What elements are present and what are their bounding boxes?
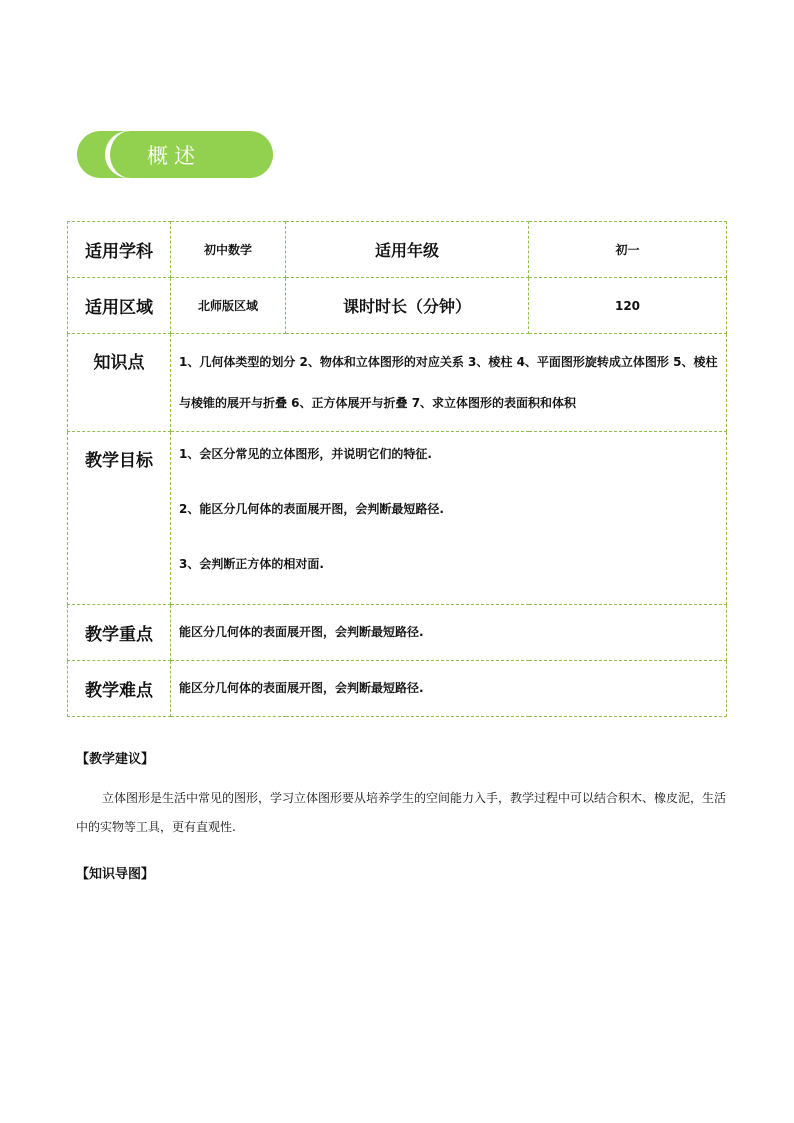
section-header (77, 131, 270, 178)
region-value: 北师版区域 (171, 278, 286, 334)
goal-item: 3、会判断正方体的相对面. (179, 557, 324, 571)
goals-cell (171, 432, 727, 605)
table-row (68, 222, 727, 278)
goal-item: 1、会区分常见的立体图形，并说明它们的特征. (179, 447, 432, 461)
knowledge-label: 知识点 (68, 334, 171, 432)
table-row (68, 334, 727, 432)
goal-item: 2、能区分几何体的表面展开图，会判断最短路径. (179, 502, 444, 516)
course-info-table (67, 221, 727, 717)
grade-label: 适用年级 (286, 222, 529, 278)
knowledge-value: 1、几何体类型的划分 2、物体和立体图形的对应关系 3、棱柱 4、平面图形旋转成立体图形 5、棱柱与棱锥的展开与折叠 6、正方体展开与折叠 7、求立体图形的表面积和体积 (171, 334, 727, 432)
difficulty-label: 教学难点 (68, 661, 171, 717)
table-row (68, 278, 727, 334)
grade-value: 初一 (529, 222, 727, 278)
section-title: 概述 (147, 144, 201, 168)
mindmap-heading: 【知识导图】 (76, 867, 155, 882)
duration-label: 课时时长（分钟） (286, 278, 529, 334)
suggestion-text: 立体图形是生活中常见的图形，学习立体图形要从培养学生的空间能力入手，教学过程中可以结合积木、橡皮泥，生活中的实物等工具，更有直观性. (76, 791, 727, 834)
region-label: 适用区域 (68, 278, 171, 334)
goals-label: 教学目标 (68, 432, 171, 605)
focus-value: 能区分几何体的表面展开图，会判断最短路径. (171, 605, 727, 661)
subject-label: 适用学科 (68, 222, 171, 278)
table-row (68, 605, 727, 661)
table-row (68, 661, 727, 717)
subject-value: 初中数学 (171, 222, 286, 278)
table-row (68, 432, 727, 605)
suggestion-heading: 【教学建议】 (76, 752, 155, 767)
duration-value: 120 (529, 278, 727, 334)
difficulty-value: 能区分几何体的表面展开图，会判断最短路径. (171, 661, 727, 717)
focus-label: 教学重点 (68, 605, 171, 661)
